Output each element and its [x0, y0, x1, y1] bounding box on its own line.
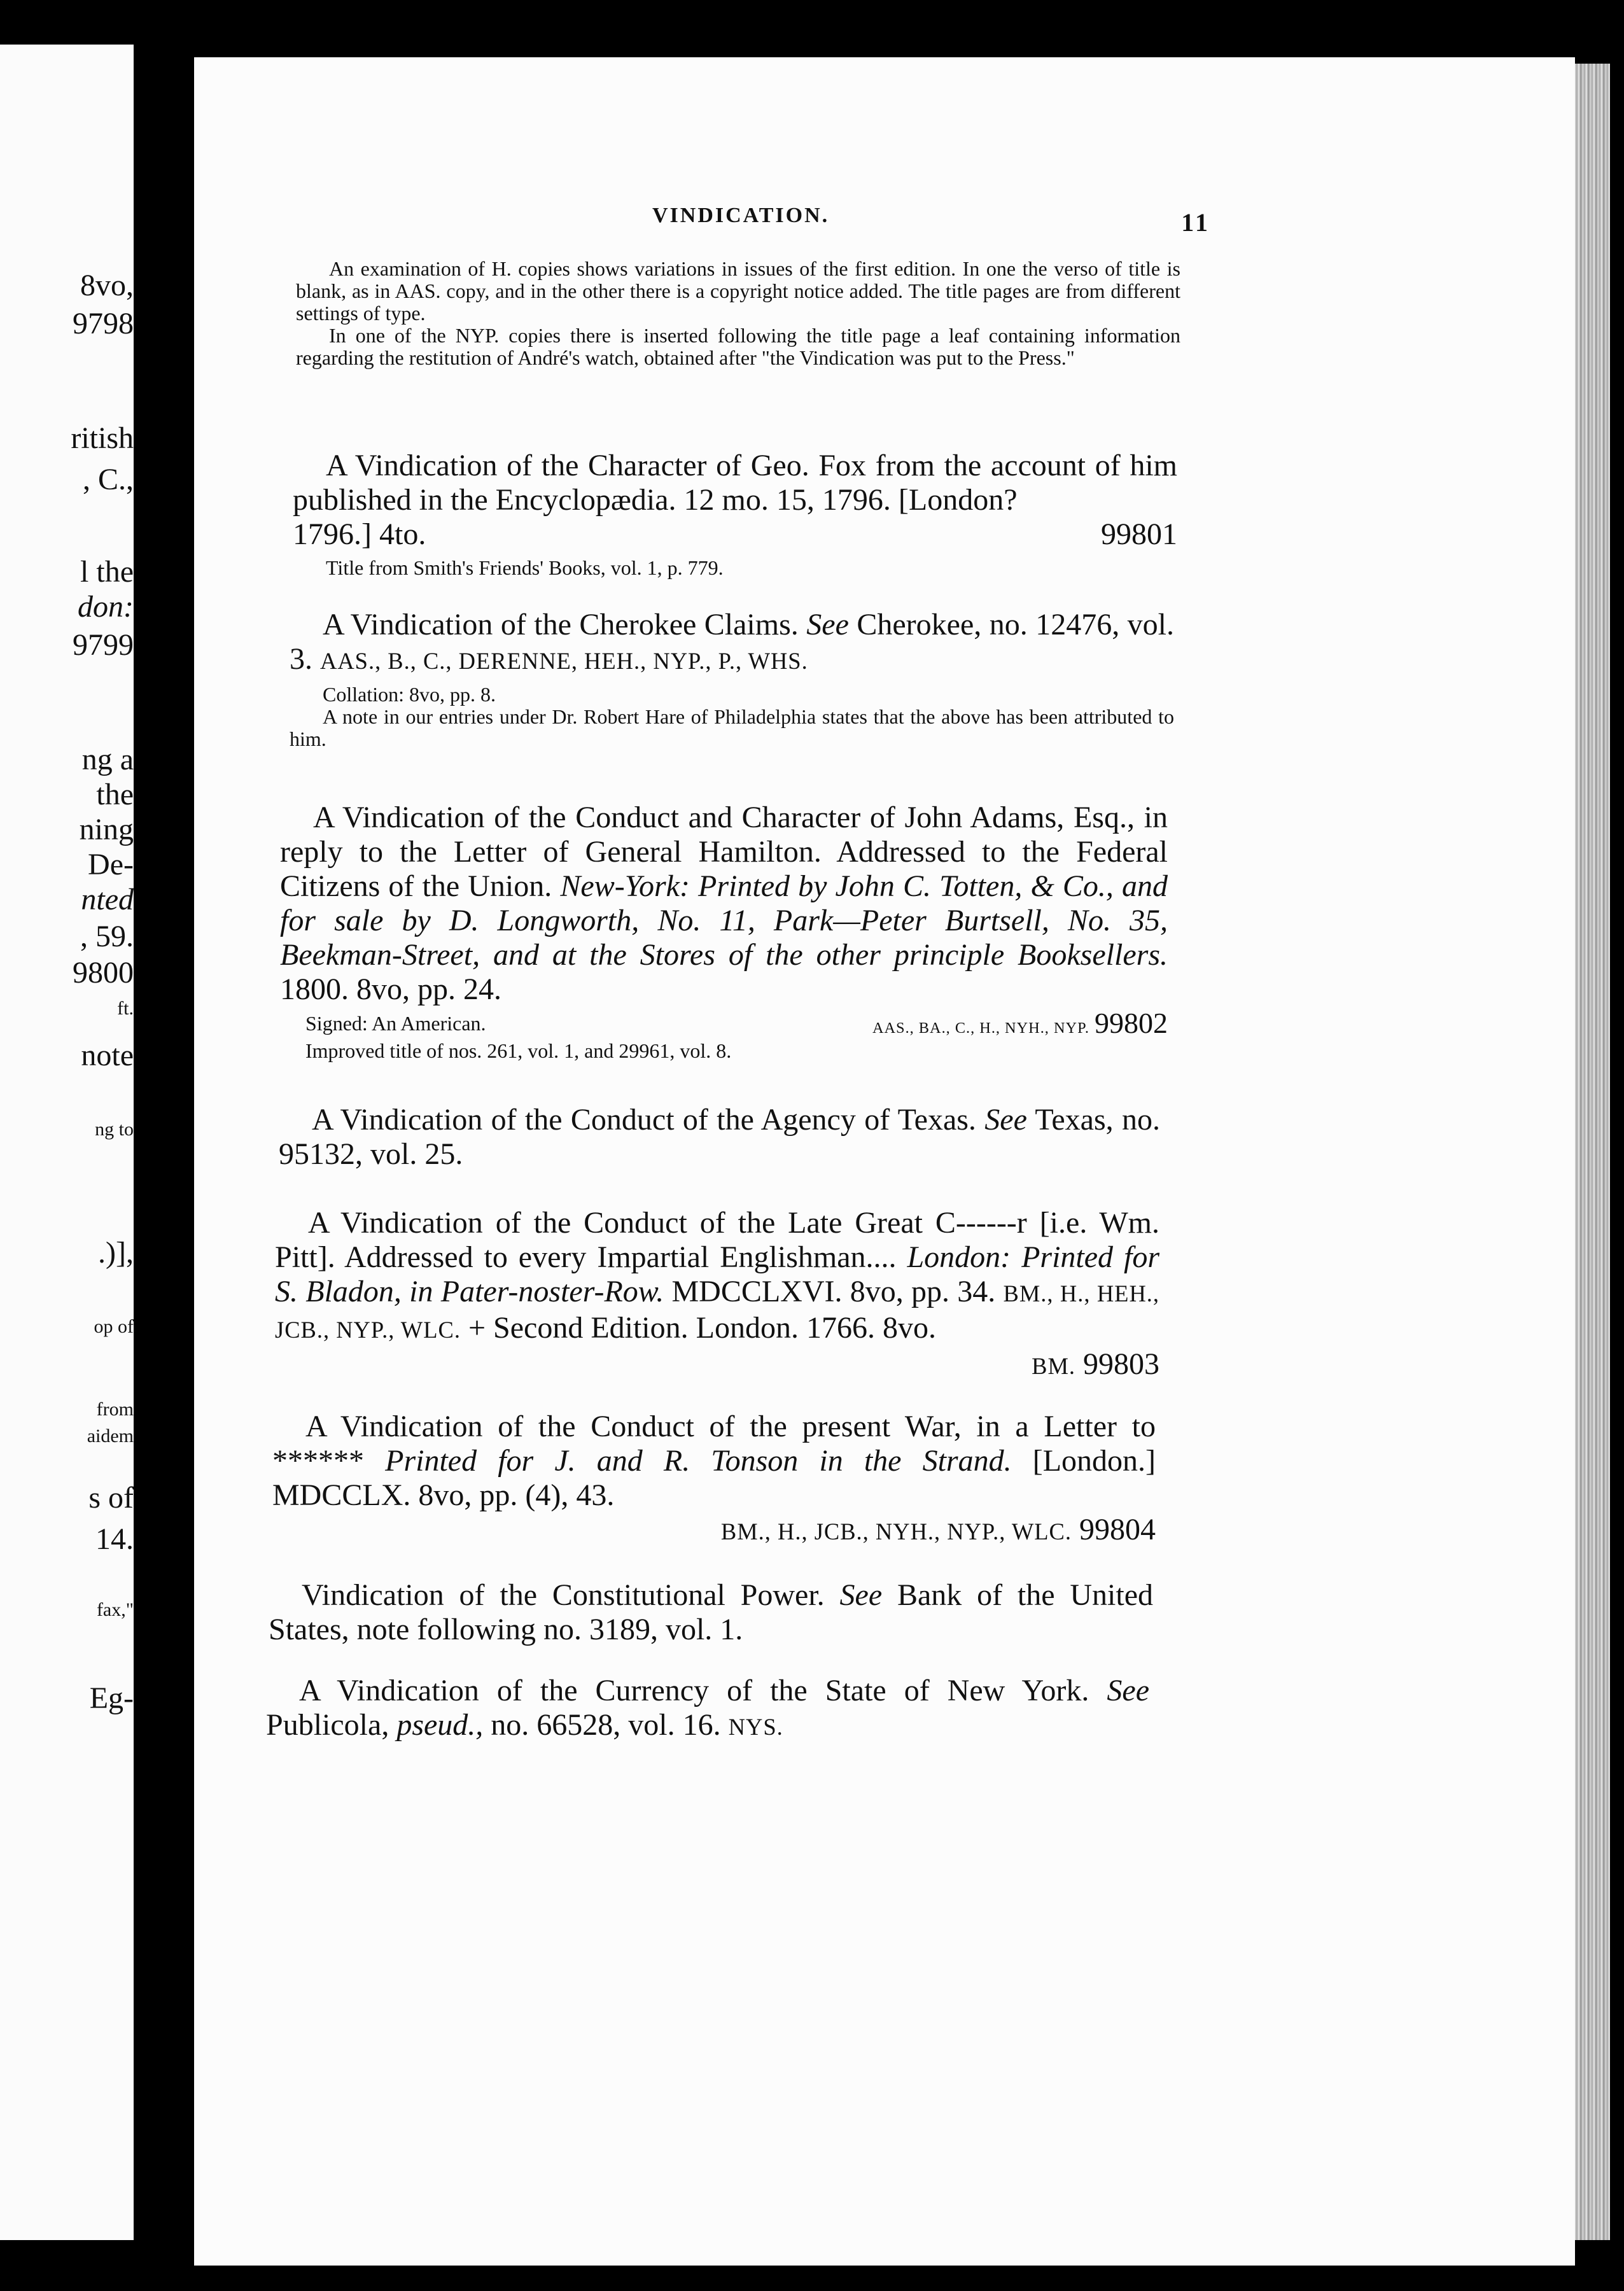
margin-line: 8vo, [80, 269, 134, 302]
title-text: A Vindication of the Conduct of the Late Great C------r [i.e. Wm. Pitt]. Addressed to every Impartial Englishman.... [275, 1206, 1159, 1274]
title-part: Vindication of the Constitutional Power. [302, 1578, 825, 1612]
margin-line: don: [78, 590, 134, 624]
loc-num [872, 1007, 1168, 1040]
running-header: VINDICATION. [652, 204, 830, 227]
entry-title [279, 1103, 1160, 1172]
intro-note: In one of the NYP. copies there is inserted following the title page a leaf containing information regarding the restitution of André's watch, obtained after "the Vindication was put to the Press." [296, 324, 1180, 369]
entry-title-end-row [293, 517, 1177, 552]
page-number: 11 [1181, 208, 1210, 237]
margin-line: s of [88, 1481, 134, 1515]
margin-line: .)], [98, 1236, 134, 1270]
margin-line: , C., [82, 463, 134, 496]
margin-line: aidem [87, 1426, 134, 1447]
entry-title [290, 608, 1174, 678]
entry-99802 [280, 801, 1168, 1062]
margin-line: ng to [95, 1119, 134, 1140]
entry-99804 [272, 1410, 1156, 1549]
entry-meta-row [280, 1007, 1168, 1040]
margin-line: from [96, 1399, 134, 1420]
locations: BM., H., JCB., NYH., NYP., WLC. [720, 1518, 1072, 1545]
imprint: Printed for J. and R. Tonson in the Strand. [385, 1444, 1012, 1478]
page-edges [1575, 64, 1610, 2240]
margin-line: 9799 [73, 628, 134, 662]
title-text: A Vindication of the Conduct of the present War, in a Letter to ****** [272, 1410, 1156, 1478]
locations: BM. [1032, 1353, 1075, 1379]
title-part: A Vindication of the Currency of the State of New York. [299, 1674, 1089, 1707]
margin-line: the [96, 778, 134, 811]
collation: Collation: 8vo, pp. 8. [323, 683, 496, 706]
entry-title-end: 1796.] 4to. [293, 517, 426, 551]
pseud: pseud., [396, 1708, 484, 1742]
margin-line: note [81, 1039, 134, 1072]
date: MDCCLXVI. 8vo, pp. 34. [671, 1275, 996, 1308]
title-part: A Vindication of the Cherokee Claims. [323, 608, 799, 641]
date: 1800. 8vo, pp. 24. [280, 972, 501, 1006]
entry-title [269, 1578, 1153, 1647]
margin-line: ng a [81, 743, 134, 776]
entry-texas [279, 1103, 1160, 1172]
title-part: Cherokee, no. 12476, vol. 3. [290, 608, 1175, 676]
book-gutter [134, 25, 194, 2291]
imprint: New-York: Printed by John C. Totten, & Co., and for sale by D. Longworth, No. 11, Park—Peter Burtsell, No. 35, Beekman-Street, and at the Stores of the other principle Booksellers. [280, 869, 1168, 972]
entry-number: 99803 [1083, 1347, 1159, 1381]
margin-line: Eg- [89, 1681, 134, 1715]
entry-title [275, 1206, 1159, 1347]
entry-note: Title from Smith's Friends' Books, vol. 1, p. 779. [326, 556, 724, 579]
margin-line: l the [80, 555, 134, 589]
margin-line: 14. [95, 1522, 134, 1556]
entry-title: A Vindication of the Character of Geo. Fox from the account of him published in the Encyclopædia. 12 mo. 15, 1796. [London? [293, 449, 1177, 517]
locations: NYS. [728, 1714, 783, 1740]
title-part: A Vindication of the Conduct of the Agency of Texas. [312, 1103, 976, 1137]
entry-loc-row [272, 1513, 1156, 1549]
margin-line: 9798 [73, 307, 134, 340]
margin-line: ft. [117, 998, 134, 1019]
margin-line: ritish [71, 421, 134, 455]
see-ref: See [1107, 1674, 1149, 1707]
place: [London.] [1032, 1444, 1156, 1478]
entry-loc-row [275, 1347, 1159, 1384]
entry-99803 [275, 1206, 1159, 1384]
margin-line: fax," [96, 1599, 134, 1620]
entry-currency [266, 1674, 1149, 1744]
entry-title [272, 1410, 1156, 1513]
entry-title [280, 801, 1168, 1007]
entry-number: 99802 [1095, 1007, 1168, 1039]
margin-line: 9800 [73, 956, 134, 990]
title-part: Bank of the United States, note following no. 3189, vol. 1. [269, 1578, 1154, 1646]
locations: AAS., B., C., DERENNE, HEH., NYP., P., WHS. [320, 648, 808, 674]
imprint: London: Printed for S. Bladon, in Pater-noster-Row. [275, 1240, 1159, 1308]
intro-notes [296, 258, 1180, 369]
see-ref: See [984, 1103, 1027, 1137]
entry-99801 [293, 449, 1177, 579]
margin-line: De- [88, 848, 134, 881]
left-page-fragment [0, 45, 134, 2240]
margin-line: ning [79, 813, 134, 846]
title-part: no. 66528, vol. 16. [491, 1708, 721, 1742]
date: MDCCLX. 8vo, pp. (4), 43. [272, 1478, 615, 1512]
margin-line: nted [81, 883, 134, 916]
edition: + Second Edition. London. 1766. 8vo. [468, 1311, 936, 1345]
entry-number: 99801 [1101, 517, 1177, 551]
see-ref: See [839, 1578, 883, 1612]
margin-line: , 59. [80, 920, 134, 953]
title-part: Texas, no. 95132, vol. 25. [279, 1103, 1160, 1171]
entry-note: A note in our entries under Dr. Robert Hare of Philadelphia states that the above has been attributed to him. [290, 705, 1174, 750]
title-text: A Vindication of the Conduct and Character of John Adams, Esq., in reply to the Letter of General Hamilton. Addressed to the Federal Citizens of the Union. [280, 801, 1168, 903]
locations: BM., H., HEH., JCB., NYP., WLC. [275, 1280, 1160, 1343]
entry-note: Improved title of nos. 261, vol. 1, and 29961, vol. 8. [305, 1039, 732, 1062]
entry-number: 99804 [1079, 1513, 1156, 1546]
entry-title [266, 1674, 1149, 1744]
title-part: Publicola, [266, 1708, 389, 1742]
locations: AAS., BA., C., H., NYH., NYP. [872, 1019, 1089, 1037]
signed: Signed: An American. [305, 1012, 486, 1035]
entry-constitutional [269, 1578, 1153, 1647]
see-ref: See [806, 608, 849, 641]
intro-note: An examination of H. copies shows variations in issues of the first edition. In one the verso of title is blank, as in AAS. copy, and in the other there is a copyright notice added. The title pages are from different settings of type. [296, 257, 1180, 325]
margin-line: op of [94, 1316, 134, 1337]
entry-cherokee [290, 608, 1174, 750]
